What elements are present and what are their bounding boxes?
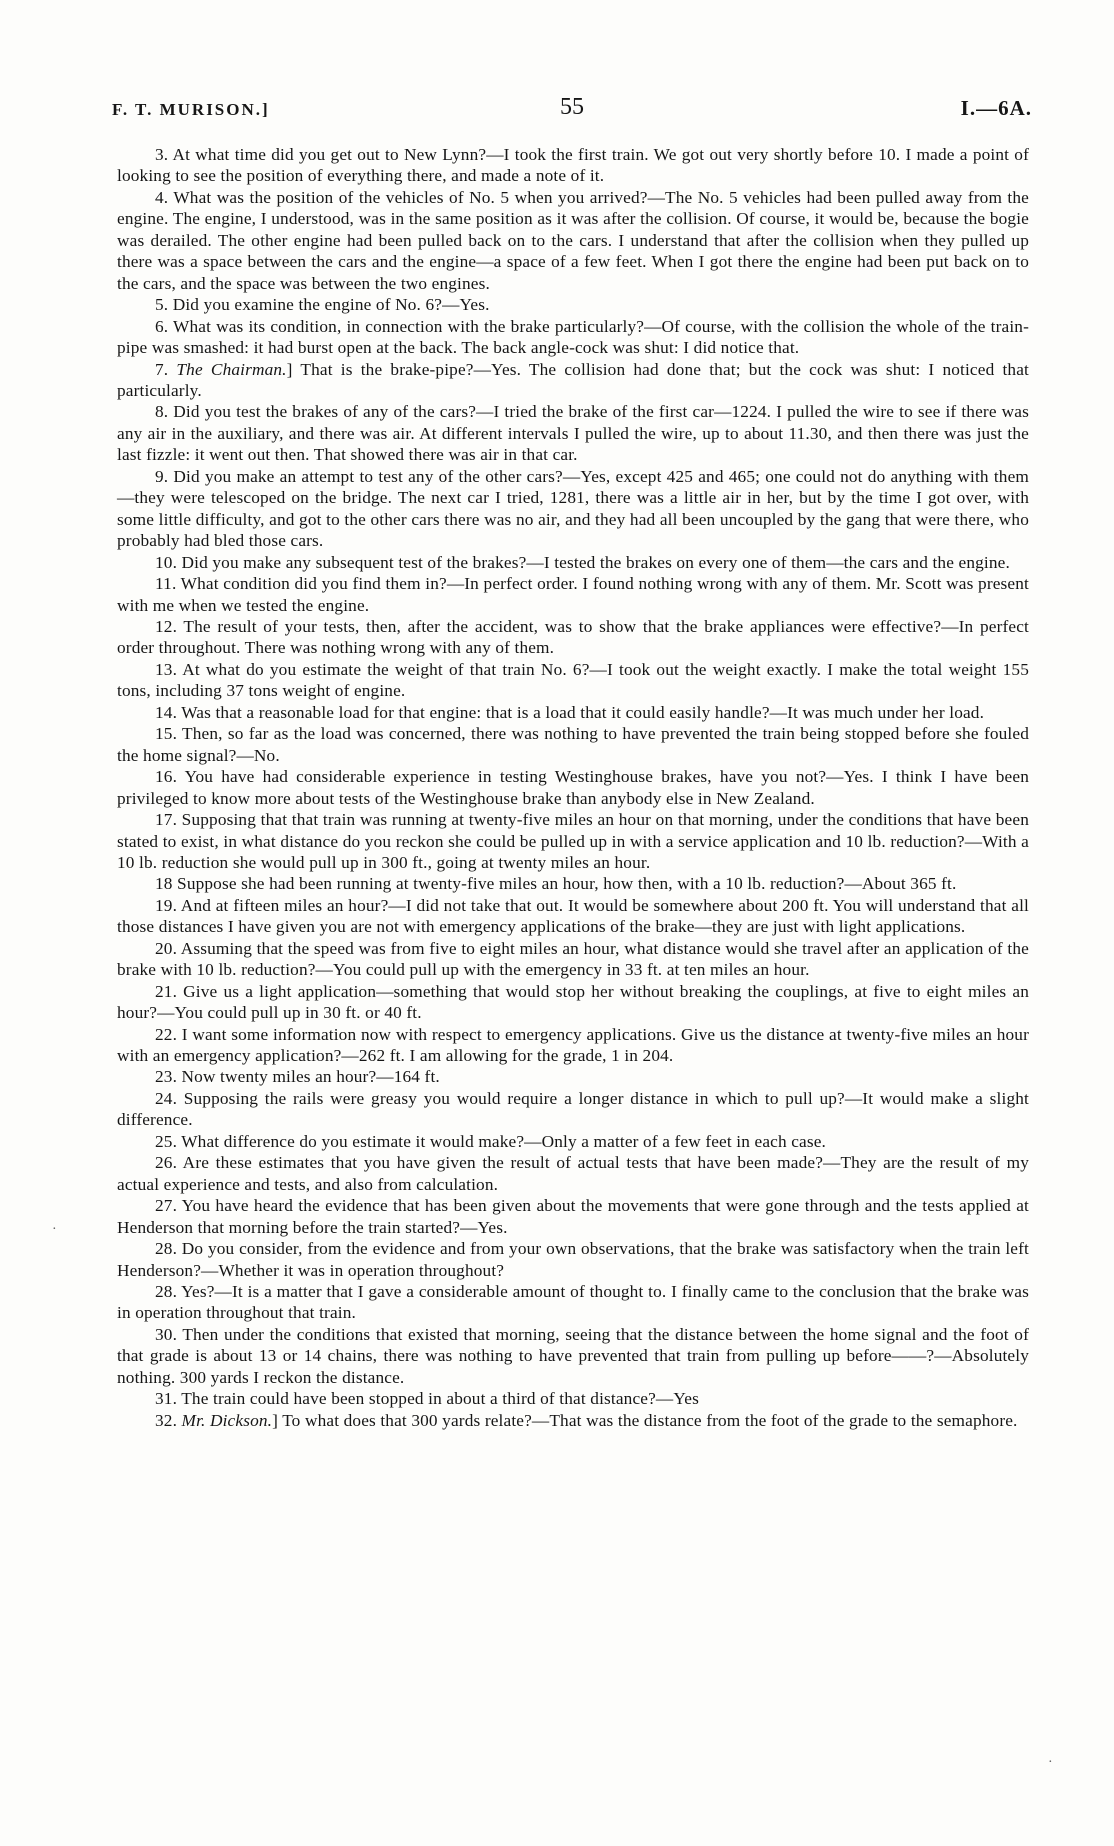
paragraph: 16. You have had considerable experience in testing Westinghouse brakes, have you not?—Yes. I think I have been privileged to know more about tests of the Westinghouse brake than anybody else in New Zealand.: [117, 767, 1029, 808]
paragraph: 14. Was that a reasonable load for that engine: that is a load that it could easily handle?—It was much under her load.: [155, 702, 985, 722]
paragraph: 23. Now twenty miles an hour?—164 ft.: [155, 1067, 440, 1087]
paragraph: 30. Then under the conditions that existed that morning, seeing that the distance between the home signal and the foot of that grade is about 13 or 14 chains, there was nothing to have prevented that train from pulling up before——?—Absolutely nothing. 300 yards I reckon the distance.: [117, 1324, 1029, 1387]
speaker-name: The Chairman.: [176, 359, 287, 379]
paragraph: 12. The result of your tests, then, after the accident, was to show that the brake appliances were effective?—In perfect order throughout. There was nothing wrong with any of them.: [117, 616, 1029, 658]
paragraph: 28. Yes?—It is a matter that I gave a considerable amount of thought to. I finally came to the conclusion that the brake was in operation throughout that train.: [117, 1282, 1029, 1323]
paragraph: 8. Did you test the brakes of any of the cars?—I tried the brake of the first car—1224. I pulled the wire to see if there was any air in the auxiliary, and there was air. At different intervals I pulled the wire, up to about 11.30, and then there was just the last fizzle: it went out then. That showed there was air in that car.: [117, 402, 1029, 465]
paragraph: 10. Did you make any subsequent test of the brakes?—I tested the brakes on every one of them—the cars and the engine.: [155, 552, 1010, 572]
evidence-body: [117, 144, 1029, 1431]
paragraph: 7. The Chairman.] That is the brake-pipe?—Yes. The collision had done that; but the cock was shut: I noticed that particularly.: [117, 359, 1029, 400]
paragraph: 11. What condition did you find them in?—In perfect order. I found nothing wrong with any of them. Mr. Scott was present with me when we tested the engine.: [117, 574, 1029, 615]
page-header: [112, 94, 1032, 130]
document-reference: I.—6A.: [960, 96, 1032, 120]
paragraph: 6. What was its condition, in connection with the brake particularly?—Of course, with the collision the whole of the train-pipe was smashed: it had burst open at the back. The back angle-cock was shut: I did notice that.: [117, 316, 1029, 358]
paragraph: 27. You have heard the evidence that has been given about the movements that were gone through and the tests applied at Henderson that morning before the train started?—Yes.: [117, 1196, 1029, 1237]
paragraph: 18 Suppose she had been running at twenty-five miles an hour, how then, with a 10 lb. reduction?—About 365 ft.: [155, 874, 957, 894]
paragraph: 15. Then, so far as the load was concerned, there was nothing to have prevented the train being stopped before she fouled the home signal?—No.: [117, 724, 1029, 765]
paragraph: 5. Did you examine the engine of No. 6?—Yes.: [155, 295, 490, 315]
paragraph: 31. The train could have been stopped in about a third of that distance?—Yes: [155, 1389, 699, 1409]
paragraph: 24. Supposing the rails were greasy you would require a longer distance in which to pull up?—It would make a slight difference.: [117, 1088, 1029, 1130]
page-number: 55: [560, 94, 584, 120]
scan-speck: ·: [1048, 1755, 1053, 1770]
paragraph: 20. Assuming that the speed was from five to eight miles an hour, what distance would she travel after an application of the brake with 10 lb. reduction?—You could pull up with the emergency in 33 ft. at ten miles an hour.: [117, 938, 1029, 980]
scan-speck: ·: [52, 1222, 57, 1237]
paragraph: 28. Do you consider, from the evidence and from your own observations, that the brake was satisfactory when the train left Henderson?—Whether it was in operation throughout?: [117, 1239, 1029, 1280]
paragraph: 19. And at fifteen miles an hour?—I did not take that out. It would be somewhere about 200 ft. You will understand that all those distances I have given you are not with emergency applications of the brake—they are just with light applications.: [117, 895, 1029, 937]
paragraph: 26. Are these estimates that you have given the result of actual tests that have been made?—They are the result of my actual experience and tests, and also from calculation.: [117, 1153, 1029, 1194]
paragraph: 32. Mr. Dickson.] To what does that 300 yards relate?—That was the distance from the foot of the grade to the semaphore.: [155, 1410, 1018, 1430]
paragraph: 3. At what time did you get out to New Lynn?—I took the first train. We got out very shortly before 10. I made a point of looking to see the position of everything there, and made a note of it.: [117, 145, 1029, 186]
witness-name-header: F. T. MURISON.]: [112, 100, 270, 119]
paragraph: 13. At what do you estimate the weight of that train No. 6?—I took out the weight exactly. I make the total weight 155 tons, including 37 tons weight of engine.: [117, 659, 1029, 701]
paragraph: 25. What difference do you estimate it would make?—Only a matter of a few feet in each case.: [155, 1131, 827, 1151]
paragraph: 17. Supposing that that train was running at twenty-five miles an hour on that morning, under the conditions that have been stated to exist, in what distance do you reckon she could be pulled up in with a service application and 10 lb. reduction?—With a 10 lb. reduction she would pull up in 300 ft., going at twenty miles an hour.: [117, 810, 1029, 872]
paragraph: 21. Give us a light application—something that would stop her without breaking the couplings, at five to eight miles an hour?—You could pull up in 30 ft. or 40 ft.: [117, 981, 1029, 1023]
paragraph: 9. Did you make an attempt to test any of the other cars?—Yes, except 425 and 465; one could not do anything with them—they were telescoped on the bridge. The next car I tried, 1281, there was a little air in her, but by the time I got over, with some little difficulty, and got to the other cars there was no air, and they had all been uncoupled by the gang that were there, who probably had bled those cars.: [117, 466, 1029, 551]
paragraph: 4. What was the position of the vehicles of No. 5 when you arrived?—The No. 5 vehicles had been pulled away from the engine. The engine, I understood, was in the same position as it was after the collision. Of course, it would be, because the bogie was derailed. The other engine had been pulled back on to the cars. I understand that after the collision when they pulled up there was a space between the cars and the engine—a space of a few feet. When I got there the engine had been put back on to the cars, and the space was between the two engines.: [117, 187, 1029, 293]
speaker-name: Mr. Dickson.: [181, 1410, 273, 1430]
paragraph: 22. I want some information now with respect to emergency applications. Give us the distance at twenty-five miles an hour with an emergency application?—262 ft. I am allowing for the grade, 1 in 204.: [117, 1024, 1029, 1066]
